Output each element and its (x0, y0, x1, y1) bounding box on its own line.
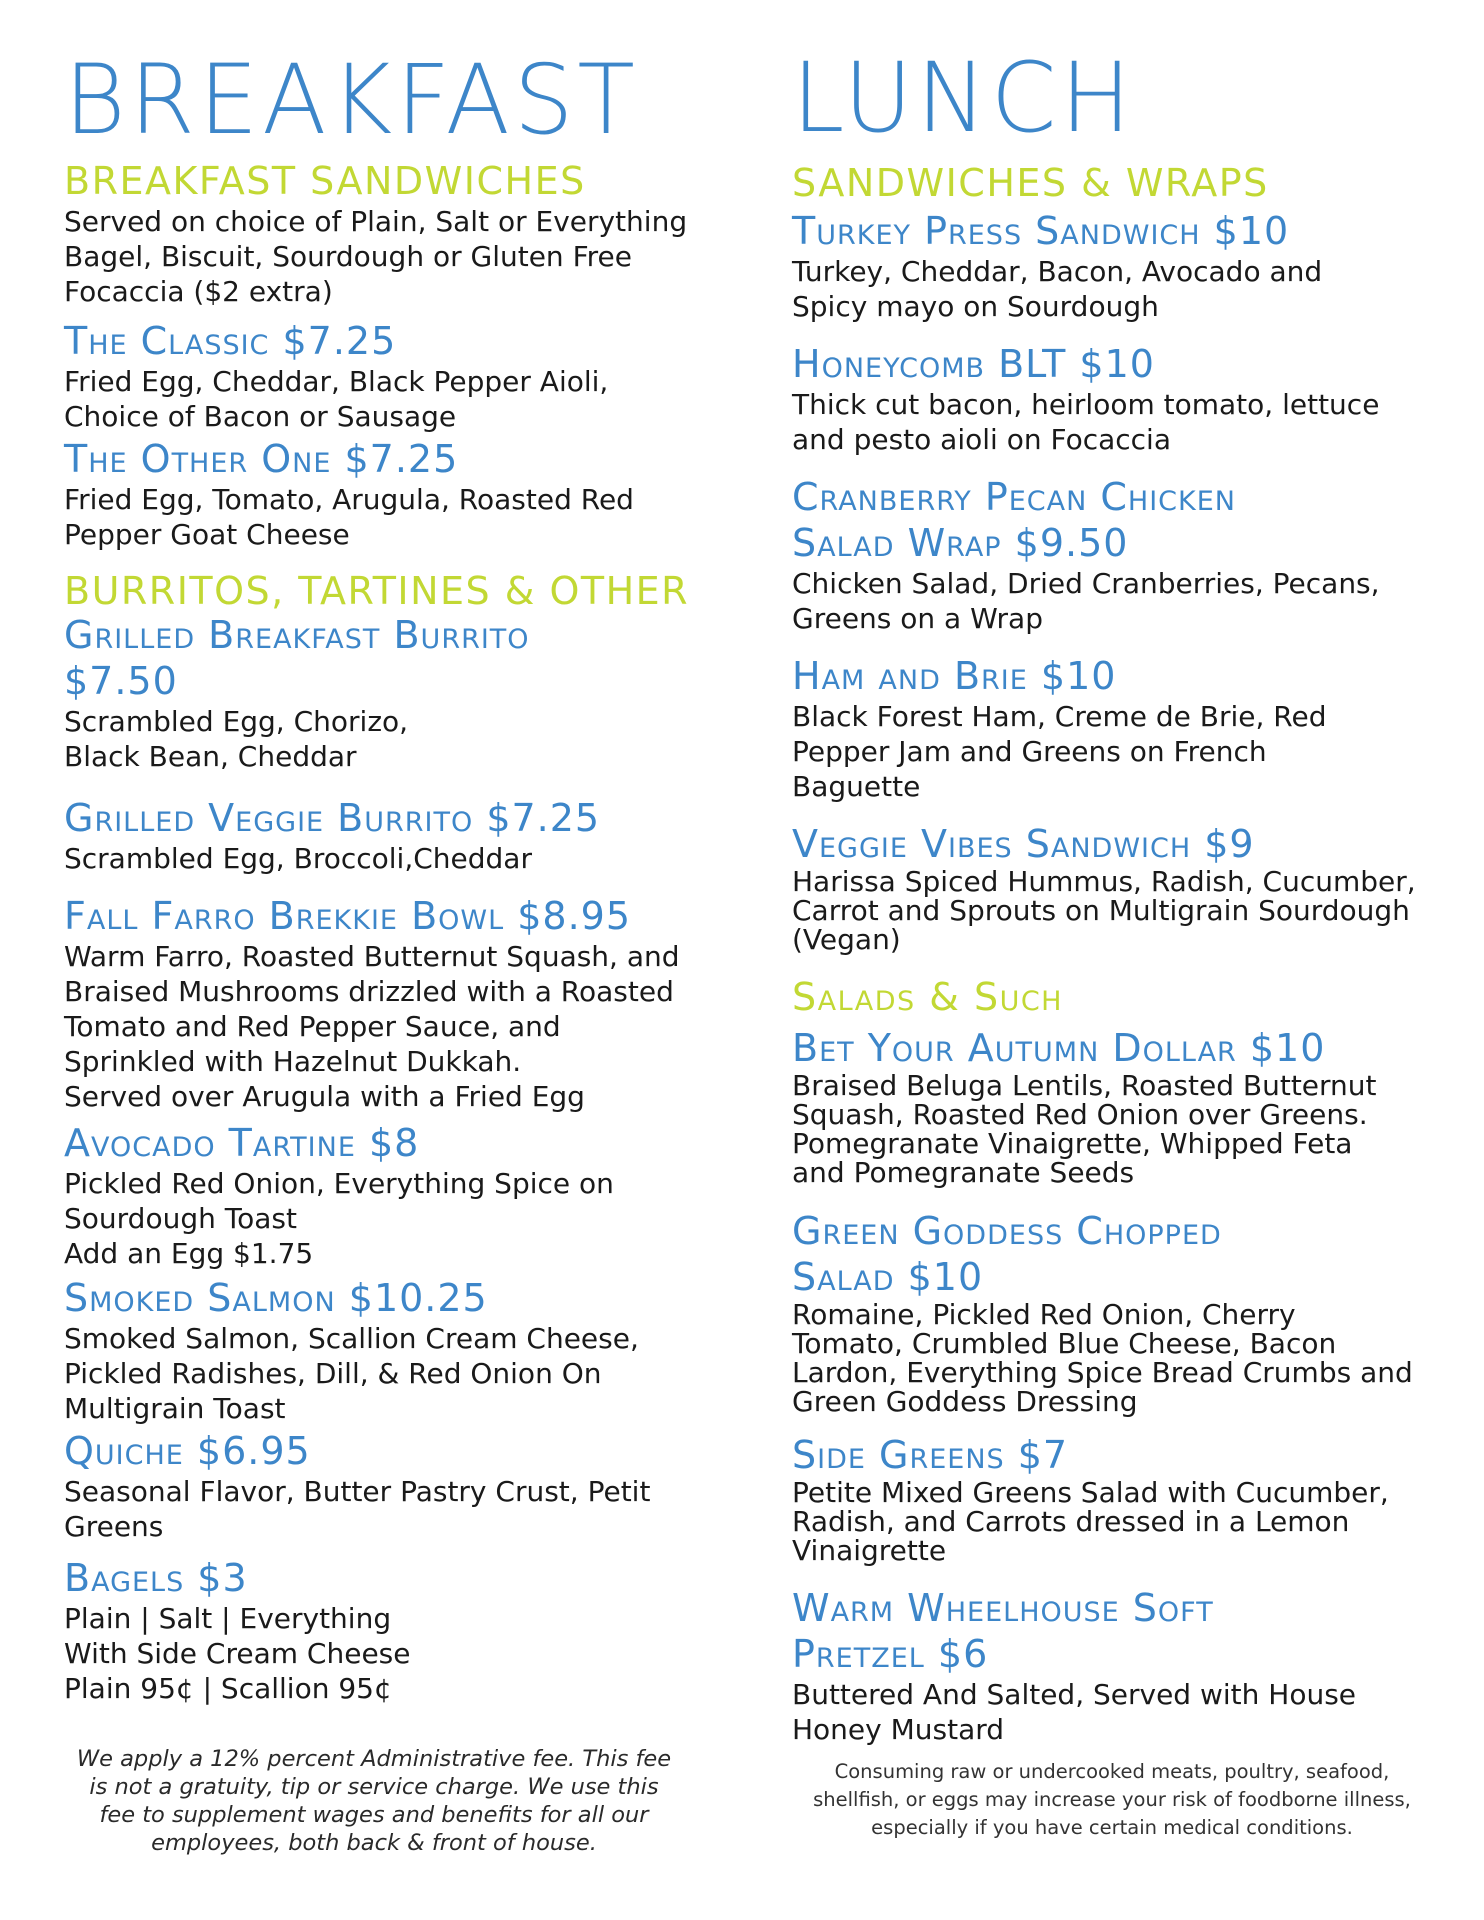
menu-item (64, 795, 704, 876)
item-title: Bagels $3 (64, 1556, 248, 1600)
item-title: Veggie Vibes Sandwich $9 (792, 822, 1255, 866)
item-description: Plain | Salt | Everything With Side Cream Cheese Plain 95¢ | Scallion 95¢ (64, 1602, 411, 1705)
item-title: Fall Farro Brekkie Bowl $8.95 (64, 894, 631, 938)
item-description: Fried Egg, Tomato, Arugula, Roasted Red Pepper Goat Cheese (64, 483, 634, 551)
item-description: Petite Mixed Greens Salad with Cucumber, Radish, and Carrots dressed in a Lemon Vinaigrette (792, 1476, 1389, 1567)
food-safety-note: Consuming raw or undercooked meats, poultry, seafood, shellfish, or eggs may increase your risk of foodborne illness, especially if you have certain medical conditions. (813, 1760, 1411, 1839)
menu-item (64, 1120, 704, 1271)
item-title: Warm Wheelhouse Soft Pretzel $6 (792, 1586, 1214, 1676)
item-title: Grilled Veggie Burrito $7.25 (64, 796, 601, 840)
menu-item (64, 1275, 704, 1426)
menu-item (792, 821, 1432, 954)
lunch-title: LUNCH (792, 42, 1135, 154)
item-description: Scrambled Egg, Chorizo, Black Bean, Cheddar (64, 705, 409, 773)
item-title: Green Goddess Chopped Salad $10 (792, 1209, 1222, 1299)
category-salads-such: Salads & Such (792, 975, 1063, 1019)
item-description: Black Forest Ham, Creme de Brie, Red Pepper Jam and Greens on French Baguette (792, 700, 1327, 803)
category-sandwiches-wraps: SANDWICHES & WRAPS (792, 161, 1269, 205)
item-title: Honeycomb BLT $10 (792, 342, 1155, 386)
item-description: Harissa Spiced Hummus, Radish, Cucumber, Carrot and Sprouts on Multigrain Sourdough (Vegan) (792, 865, 1416, 956)
item-title: Smoked Salmon $10.25 (64, 1276, 488, 1320)
menu-item (64, 318, 704, 434)
menu-item (792, 1208, 1432, 1416)
menu-item (792, 653, 1432, 804)
item-title: Quiche $6.95 (64, 1429, 311, 1473)
item-description: Warm Farro, Roasted Butternut Squash, and Braised Mushrooms drizzled with a Roasted Tomato and Red Pepper Sauce, and Sprinkled with Hazelnut Dukkah. Served over Arugula with a Fried Egg (64, 940, 680, 1113)
category-breakfast-sandwiches: BREAKFAST SANDWICHES (64, 159, 586, 203)
item-description: Fried Egg, Cheddar, Black Pepper Aioli, Choice of Bacon or Sausage (64, 365, 609, 433)
menu-item (64, 1555, 704, 1706)
item-description: Smoked Salmon, Scallion Cream Cheese, Pickled Radishes, Dill, & Red Onion On Multigrain Toast (64, 1322, 639, 1425)
item-description: Buttered And Salted, Served with House Honey Mustard (792, 1678, 1357, 1746)
menu-item (792, 341, 1432, 457)
item-title: The Other One $7.25 (64, 437, 459, 481)
menu-item (792, 474, 1432, 636)
item-description: Seasonal Flavor, Butter Pastry Crust, Petit Greens (64, 1475, 651, 1543)
menu-item (64, 436, 704, 552)
item-title: Cranberry Pecan Chicken Salad Wrap $9.50 (792, 475, 1237, 565)
item-title: Bet Your Autumn Dollar $10 (792, 1026, 1326, 1070)
item-description: Scrambled Egg, Broccoli,Cheddar (64, 842, 532, 875)
menu-item (792, 1585, 1432, 1747)
menu-item (792, 1432, 1432, 1565)
item-description: Braised Beluga Lentils, Roasted Butternut Squash, Roasted Red Onion over Greens. Pomegranate Vinaigrette, Whipped Feta and Pomegranate Seeds (792, 1069, 1377, 1189)
menu-item (64, 612, 704, 774)
item-title: Avocado Tartine $8 (64, 1121, 420, 1165)
item-description: Pickled Red Onion, Everything Spice on Sourdough Toast Add an Egg $1.75 (64, 1167, 614, 1270)
item-description: Thick cut bacon, heirloom tomato, lettuce and pesto aioli on Focaccia (792, 388, 1380, 456)
category-burritos-tartines: BURRITOS, TARTINES & OTHER (64, 569, 690, 613)
breakfast-title: BREAKFAST (64, 44, 639, 156)
item-title: Ham and Brie $10 (792, 654, 1117, 698)
menu-item (792, 1025, 1432, 1187)
category-description: Served on choice of Plain, Salt or Everything Bagel, Biscuit, Sourdough or Gluten Free Focaccia ($2 extra) (64, 205, 688, 308)
item-title: Grilled Breakfast Burrito $7.50 (64, 613, 530, 703)
menu-item (64, 893, 704, 1114)
item-description: Romaine, Pickled Red Onion, Cherry Tomato, Crumbled Blue Cheese, Bacon Lardon, Everything Spice Bread Crumbs and Green Goddess Dressing (792, 1298, 1413, 1418)
menu-item (792, 208, 1432, 324)
administrative-fee-note: We apply a 12% percent Administrative fee. This fee is not a gratuity, tip or service charge. We use this fee to supplement wages and benefits for all our employees, both back & front of house. (76, 1746, 672, 1856)
item-description: Chicken Salad, Dried Cranberries, Pecans, Greens on a Wrap (792, 567, 1380, 635)
item-title: The Classic $7.25 (64, 319, 397, 363)
item-description: Turkey, Cheddar, Bacon, Avocado and Spicy mayo on Sourdough (792, 255, 1323, 323)
item-title: Turkey Press Sandwich $10 (792, 209, 1290, 253)
menu-item (64, 1428, 704, 1544)
item-title: Side Greens $7 (792, 1433, 1069, 1477)
